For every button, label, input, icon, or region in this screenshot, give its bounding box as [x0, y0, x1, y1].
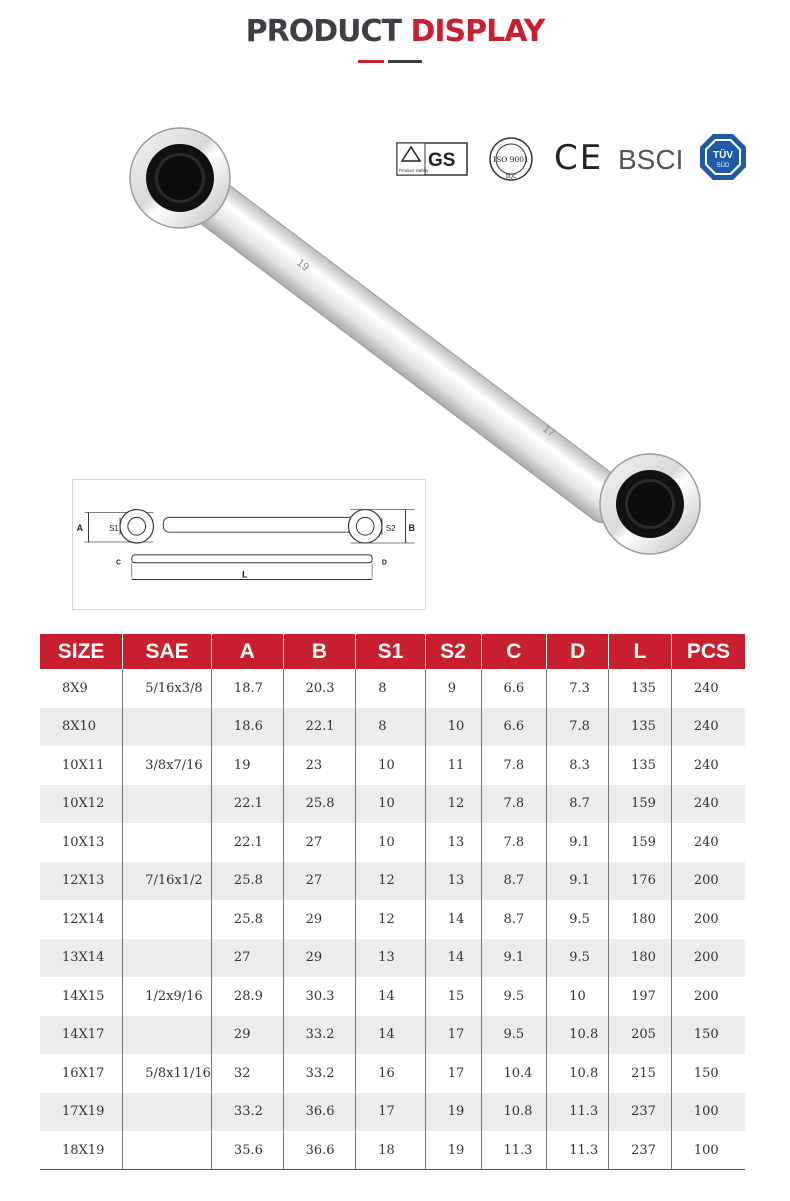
table-cell: 10 [547, 977, 609, 1016]
table-cell: 8.7 [547, 785, 609, 824]
table-cell: 7.8 [481, 785, 547, 824]
table-cell: 17X19 [40, 1093, 123, 1132]
table-cell: 27 [211, 939, 283, 978]
table-cell: 17 [356, 1093, 426, 1132]
table-cell: 29 [283, 939, 356, 978]
table-cell: 8X9 [62, 680, 88, 696]
iso-label: ISO 9001 [493, 155, 529, 164]
table-cell: 5/16x3/8 [123, 669, 212, 708]
table-cell: 29 [283, 900, 356, 939]
title-part-product: PRODUCT [245, 14, 402, 49]
table-cell: 11.3 [547, 1093, 609, 1132]
column-header-l: L [609, 634, 672, 669]
table-cell: 7.3 [547, 669, 609, 708]
ce-mark: CE [554, 138, 604, 178]
dim-b-label: B [408, 523, 415, 534]
table-cell: 13X14 [40, 939, 123, 978]
table-cell [123, 708, 212, 747]
table-cell: 12X13 [40, 862, 123, 901]
table-cell: 6.6 [481, 708, 547, 747]
table-cell: 6.6 [481, 669, 547, 708]
table-cell: 176 [609, 862, 672, 901]
table-cell: 159 [609, 823, 672, 862]
table-cell: 12X14 [62, 911, 105, 927]
table-cell: 11.3 [547, 1131, 609, 1170]
table-cell: 10 [356, 746, 426, 785]
table-cell: 10X11 [62, 757, 105, 773]
bsci-mark: BSCI [618, 144, 684, 175]
table-cell: 12 [425, 785, 481, 824]
table-cell: 7.8 [481, 823, 547, 862]
table-cell: 25.8 [211, 900, 283, 939]
table-cell: 23 [283, 746, 356, 785]
certification-logos [396, 132, 750, 188]
table-cell: 27 [283, 862, 356, 901]
column-header-b: B [283, 634, 356, 669]
table-cell: 8 [356, 669, 426, 708]
iso-sublabel: DQC [505, 174, 517, 180]
table-cell: 27 [283, 823, 356, 862]
title-underline [358, 60, 422, 63]
table-cell: 22.1 [211, 785, 283, 824]
table-cell: 10X13 [62, 834, 105, 850]
table-cell: 9.5 [481, 1016, 547, 1055]
table-cell: 14 [425, 939, 481, 978]
table-cell: 28.9 [211, 977, 283, 1016]
table-cell: 180 [609, 939, 672, 978]
table-cell: 10.8 [481, 1093, 547, 1132]
table-cell: 36.6 [283, 1131, 356, 1170]
wrench-mark-right: 17 [540, 422, 558, 440]
iso-9001-icon [488, 136, 534, 182]
table-cell: 9.1 [547, 862, 609, 901]
table-row [40, 785, 745, 824]
table-cell [123, 1131, 212, 1170]
table-cell: 9.5 [481, 977, 547, 1016]
column-header-c: C [481, 634, 547, 669]
table-cell: 100 [671, 1131, 745, 1170]
page-title [0, 14, 790, 49]
table-cell: 22.1 [283, 708, 356, 747]
table-cell: 12 [356, 900, 426, 939]
table-cell: 10.4 [481, 1054, 547, 1093]
tuv-label: TÜV [713, 150, 733, 161]
dim-s2-label: S2 [385, 524, 396, 534]
underline-dark [388, 60, 422, 63]
table-cell: 8 [356, 708, 426, 747]
gs-sublabel: Product Safety [399, 168, 429, 173]
table-cell: 32 [211, 1054, 283, 1093]
table-cell: 30.3 [283, 977, 356, 1016]
table-cell: 36.6 [283, 1093, 356, 1132]
column-header-s1: S1 [356, 634, 426, 669]
table-cell: 33.2 [283, 1054, 356, 1093]
table-row [40, 823, 745, 862]
table-cell: 13 [425, 862, 481, 901]
table-cell: 14 [356, 977, 426, 1016]
dimension-diagram [72, 479, 426, 610]
table-cell [123, 823, 212, 862]
table-cell: 19 [425, 1131, 481, 1170]
table-cell: 16X17 [62, 1065, 105, 1081]
tuv-sud-icon [698, 132, 748, 182]
table-cell: 7.8 [547, 708, 609, 747]
table-cell: 3/8x7/16 [123, 746, 212, 785]
column-header-d: D [547, 634, 609, 669]
dim-d-label: D [381, 559, 387, 567]
table-cell: 16 [356, 1054, 426, 1093]
table-cell: 18X19 [40, 1131, 123, 1170]
table-cell: 10X12 [40, 785, 123, 824]
column-header-size: SIZE [40, 634, 123, 669]
table-cell: 10 [356, 785, 426, 824]
table-cell: 20.3 [283, 669, 356, 708]
table-cell: 19 [211, 746, 283, 785]
table-cell: 14X15 [62, 988, 105, 1004]
table-cell: 11.3 [481, 1131, 547, 1170]
table-cell: 25.8 [283, 785, 356, 824]
table-cell: 11 [425, 746, 481, 785]
table-cell: 237 [609, 1131, 672, 1170]
table-cell: 14 [356, 1016, 426, 1055]
title-part-display: DISPLAY [410, 14, 545, 49]
table-cell: 240 [671, 823, 745, 862]
table-row [40, 1131, 745, 1170]
table-cell: 197 [609, 977, 672, 1016]
table-cell: 8.3 [547, 746, 609, 785]
gs-mark-icon [396, 142, 468, 176]
dim-l-label: L [242, 569, 248, 580]
table-cell: 200 [671, 900, 745, 939]
table-cell: 8X10 [40, 708, 123, 747]
table-cell: 9.1 [481, 939, 547, 978]
table-cell: 25.8 [211, 862, 283, 901]
table-cell: 150 [671, 1054, 745, 1093]
table-cell: 9.5 [547, 900, 609, 939]
underline-red [358, 60, 384, 63]
table-cell: 10 [356, 823, 426, 862]
table-cell: 13 [356, 939, 426, 978]
table-cell: 17 [425, 1054, 481, 1093]
table-row [40, 1016, 745, 1055]
table-cell: 29 [211, 1016, 283, 1055]
table-header-row [40, 634, 745, 669]
table-cell [123, 785, 212, 824]
table-row [40, 669, 745, 708]
table-cell: 12 [356, 862, 426, 901]
wrench-mark-left: 19 [294, 256, 312, 274]
table-cell: 215 [609, 1054, 672, 1093]
table-cell: 9.5 [547, 939, 609, 978]
table-cell: 7/16x1/2 [123, 862, 212, 901]
table-cell: 10 [425, 708, 481, 747]
table-cell: 8.7 [481, 862, 547, 901]
table-cell [123, 900, 212, 939]
table-cell: 240 [671, 746, 745, 785]
table-cell [123, 939, 212, 978]
table-cell: 200 [671, 977, 745, 1016]
table-cell: 33.2 [211, 1093, 283, 1132]
table-cell: 135 [609, 746, 672, 785]
dim-c-label: C [116, 559, 122, 567]
table-cell: 17 [425, 1016, 481, 1055]
column-header-pcs: PCS [671, 634, 745, 669]
table-cell: 237 [609, 1093, 672, 1132]
table-cell: 200 [671, 939, 745, 978]
table-cell: 1/2x9/16 [123, 977, 212, 1016]
table-cell: 18 [356, 1131, 426, 1170]
dim-s1-label: S1 [109, 524, 119, 534]
table-cell: 205 [609, 1016, 672, 1055]
table-row [40, 977, 745, 1016]
table-cell: 35.6 [211, 1131, 283, 1170]
table-row [40, 1093, 745, 1132]
table-cell: 240 [671, 708, 745, 747]
table-cell: 18.7 [211, 669, 283, 708]
table-cell: 135 [609, 708, 672, 747]
table-cell [123, 1016, 212, 1055]
table-row [40, 746, 745, 785]
table-cell: 19 [425, 1093, 481, 1132]
table-cell [123, 1093, 212, 1132]
table-cell: 9 [425, 669, 481, 708]
table-row [40, 862, 745, 901]
table-cell: 135 [609, 669, 672, 708]
table-row [40, 1054, 745, 1093]
table-cell: 15 [425, 977, 481, 1016]
column-header-a: A [211, 634, 283, 669]
table-cell: 13 [425, 823, 481, 862]
column-header-s2: S2 [425, 634, 481, 669]
table-cell: 8.7 [481, 900, 547, 939]
table-cell: 150 [671, 1016, 745, 1055]
dim-a-label: A [76, 523, 84, 534]
table-cell: 159 [609, 785, 672, 824]
column-header-sae: SAE [123, 634, 212, 669]
table-body [40, 669, 745, 1170]
table-cell: 10.8 [547, 1016, 609, 1055]
spec-table [40, 634, 745, 1170]
table-cell: 22.1 [211, 823, 283, 862]
table-cell: 18.6 [211, 708, 283, 747]
table-row [40, 900, 745, 939]
table-cell: 100 [671, 1093, 745, 1132]
table-cell: 14X17 [40, 1016, 123, 1055]
tuv-sublabel: SÜD [716, 163, 730, 169]
table-cell: 7.8 [481, 746, 547, 785]
table-cell: 180 [609, 900, 672, 939]
table-cell: 5/8x11/16 [123, 1054, 212, 1093]
table-cell: 14 [425, 900, 481, 939]
gs-label: GS [428, 150, 456, 171]
table-cell: 9.1 [547, 823, 609, 862]
table-cell: 33.2 [283, 1016, 356, 1055]
table-row [40, 708, 745, 747]
table-cell: 240 [671, 785, 745, 824]
table-cell: 200 [671, 862, 745, 901]
table-row [40, 939, 745, 978]
table-cell: 10.8 [547, 1054, 609, 1093]
table-cell: 240 [671, 669, 745, 708]
